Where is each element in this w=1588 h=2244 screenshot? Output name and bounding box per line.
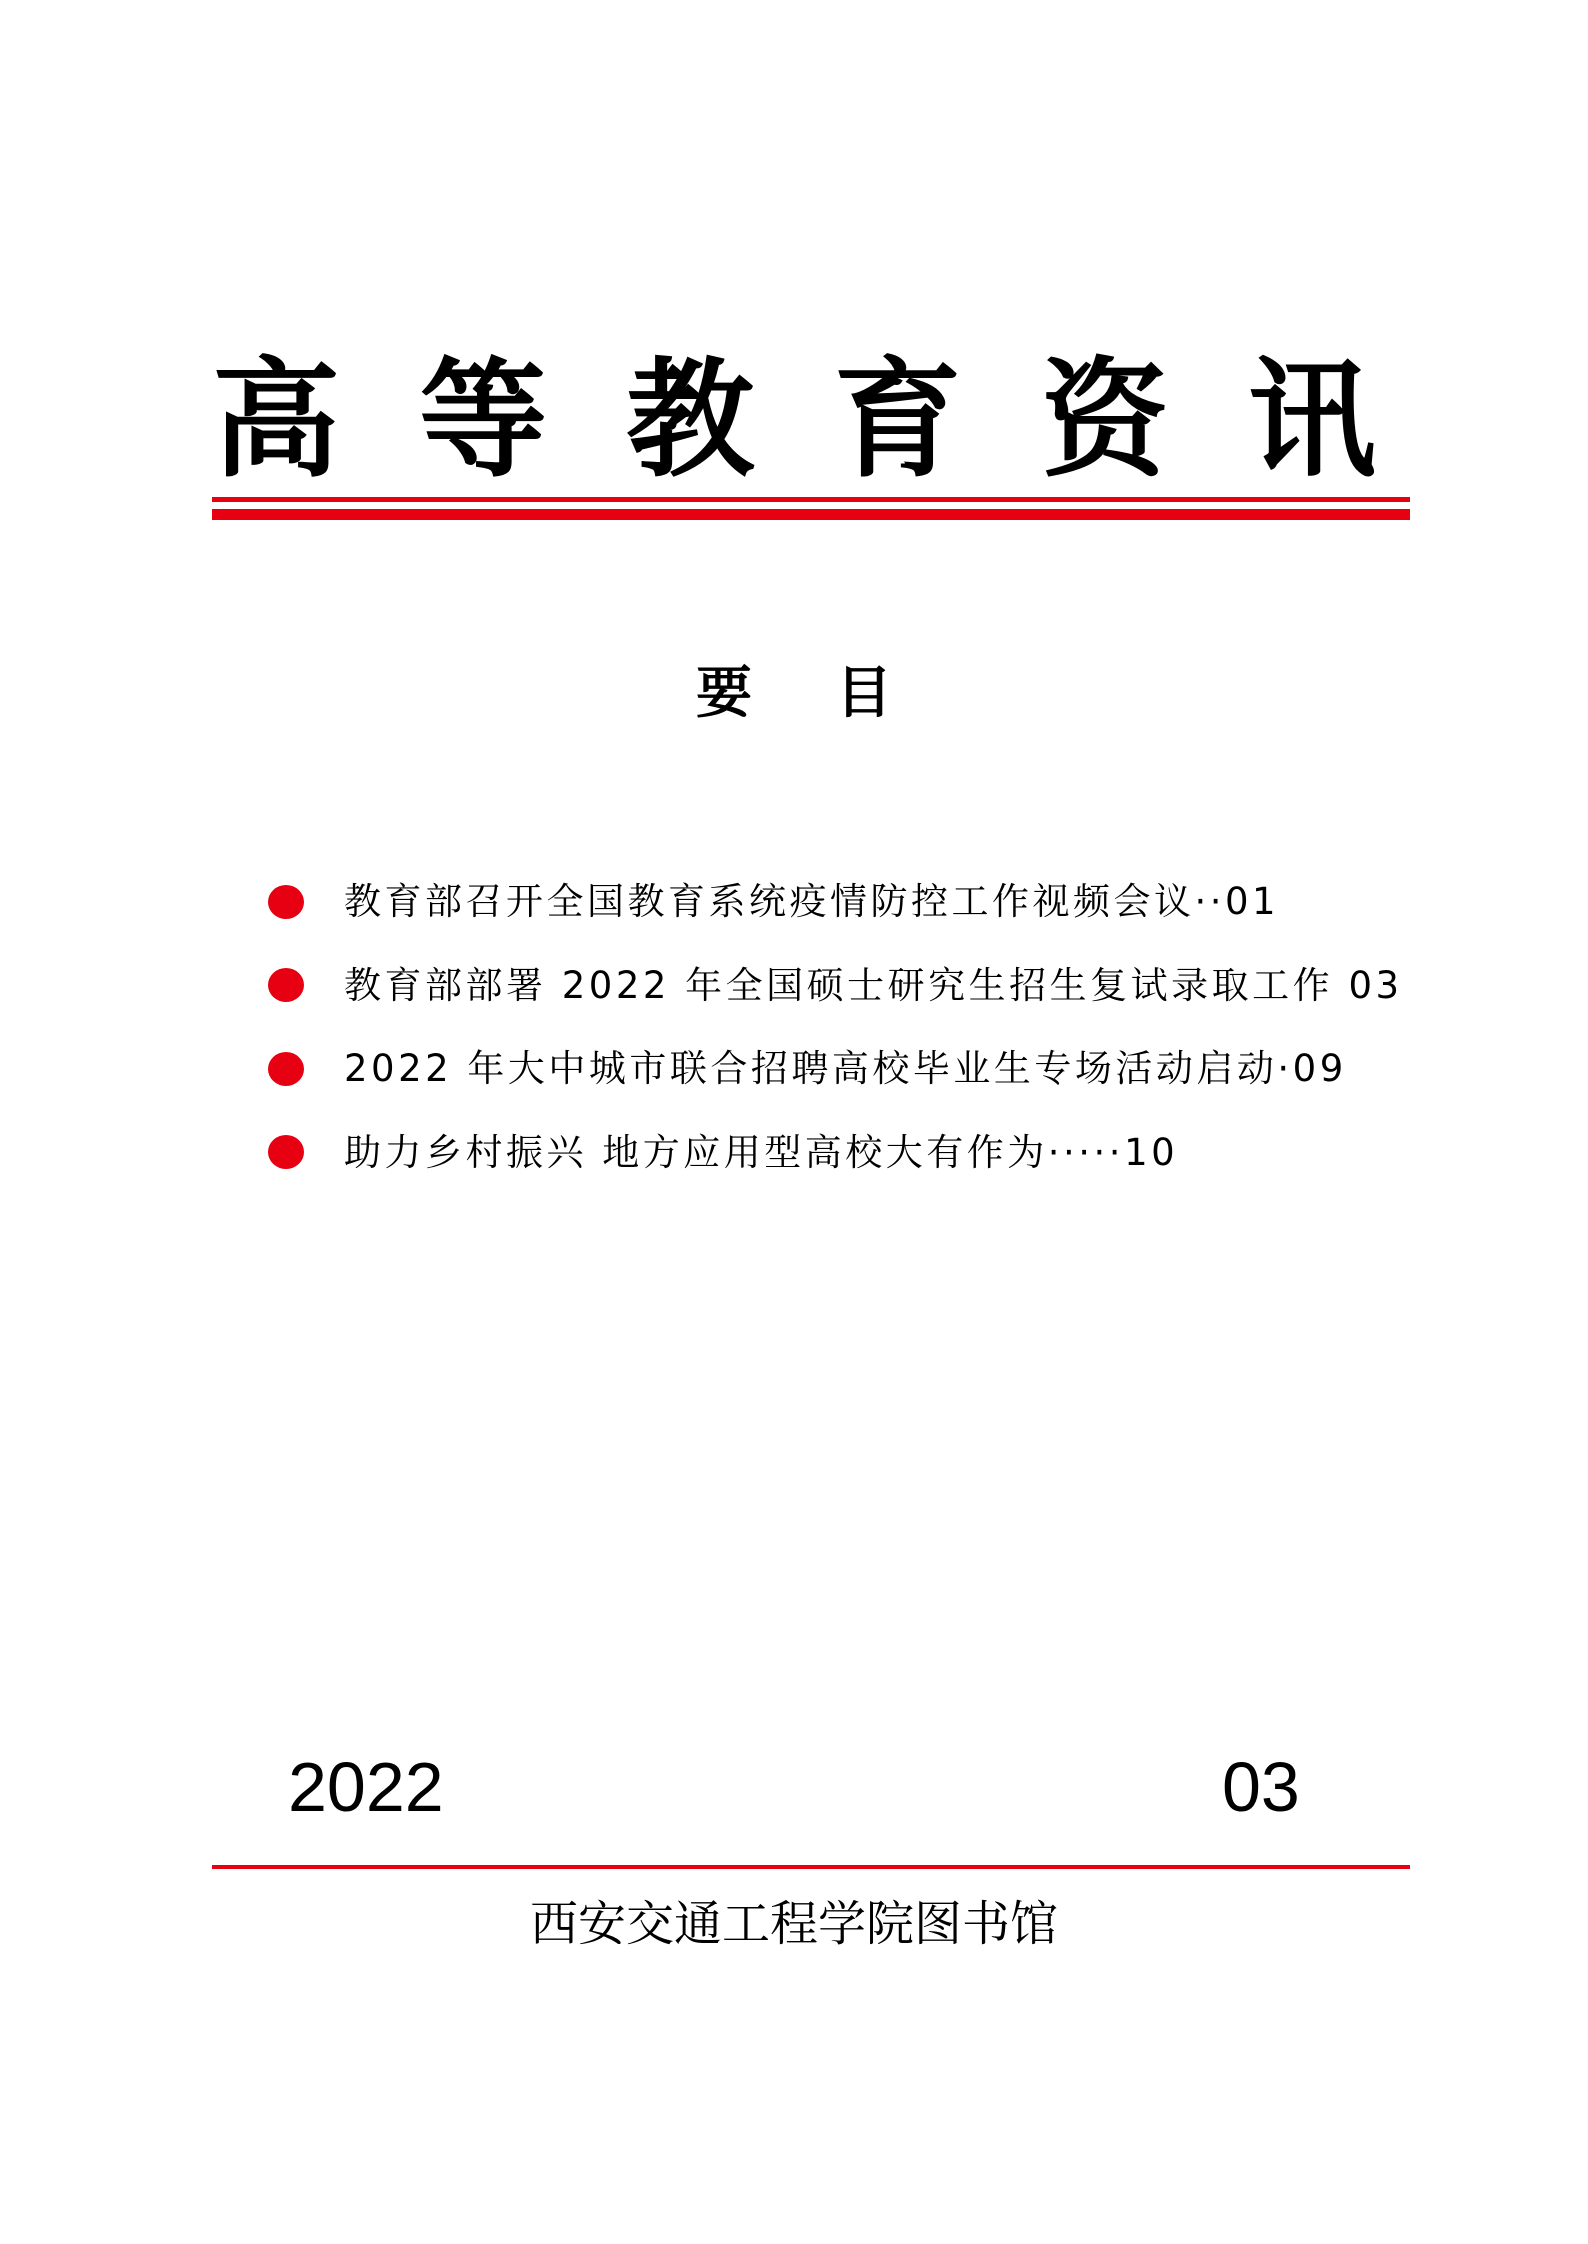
toc-item[interactable] — [268, 860, 1398, 944]
masthead-title — [212, 345, 1376, 495]
masthead-char: 育 — [833, 345, 962, 495]
masthead-char: 教 — [626, 345, 755, 495]
masthead-char: 讯 — [1247, 345, 1376, 495]
footer-divider — [212, 1865, 1410, 1869]
publisher-name: 西安交通工程学院图书馆 — [529, 1896, 1058, 1952]
toc-item[interactable] — [268, 1027, 1398, 1111]
bullet-dot-icon — [268, 968, 304, 1002]
bullet-dot-icon — [268, 1052, 304, 1086]
masthead-char: 等 — [419, 345, 548, 495]
toc-item-text: 教育部部署 2022 年全国硕士研究生招生复试录取工作 03 — [344, 963, 1403, 1007]
masthead-char: 高 — [212, 345, 341, 495]
toc-item-text: 2022 年大中城市联合招聘高校毕业生专场活动启动·09 — [344, 1047, 1347, 1091]
toc-item[interactable] — [268, 944, 1403, 1028]
masthead-char: 资 — [1040, 345, 1169, 495]
issue-year: 2022 — [288, 1748, 444, 1826]
toc-item[interactable] — [268, 1111, 1398, 1195]
table-of-contents — [268, 860, 1403, 1194]
toc-heading: 要目 — [696, 660, 976, 726]
issue-number: 03 — [1222, 1748, 1300, 1826]
masthead-divider-thick — [212, 509, 1410, 520]
bullet-dot-icon — [268, 885, 304, 919]
bullet-dot-icon — [268, 1135, 304, 1169]
toc-item-text: 助力乡村振兴 地方应用型高校大有作为·····10 — [344, 1130, 1179, 1174]
toc-item-text: 教育部召开全国教育系统疫情防控工作视频会议··01 — [344, 880, 1280, 924]
masthead-divider-thin — [212, 497, 1410, 502]
